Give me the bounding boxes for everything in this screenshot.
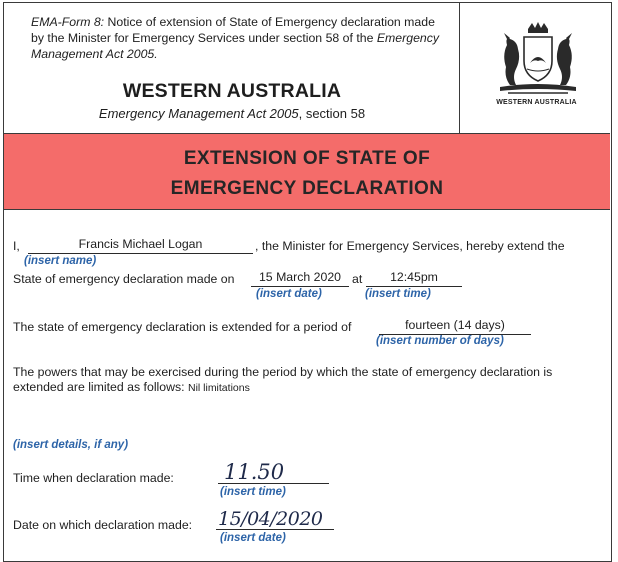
time-made-underline <box>218 483 329 484</box>
insert-days-hint: (insert number of days) <box>376 335 504 347</box>
crest-label: WESTERN AUSTRALIA <box>496 99 577 106</box>
declaration-time-field[interactable]: 12:45pm <box>366 270 462 287</box>
at-label: at <box>352 272 363 286</box>
powers-text: extended are limited as follows: <box>13 380 185 394</box>
act-reference-title: Emergency Management Act 2005 <box>98 106 299 121</box>
declaration-date-label: State of emergency declaration made on <box>13 272 235 286</box>
form-id: EMA-Form 8: <box>31 15 105 29</box>
time-made-value[interactable]: 11.50 <box>224 460 285 484</box>
date-made-value[interactable]: 15/04/2020 <box>218 508 323 530</box>
powers-text-line-2 <box>13 380 250 394</box>
minister-name-field[interactable]: Francis Michael Logan <box>28 237 253 254</box>
limitations-value[interactable]: Nil limitations <box>187 382 250 394</box>
state-title: WESTERN AUSTRALIA <box>122 80 342 102</box>
i-label: I, <box>13 239 20 253</box>
time-made-label: Time when declaration made: <box>13 471 174 485</box>
act-reference-section: , section 58 <box>298 106 366 121</box>
date-made-label: Date on which declaration made: <box>13 518 193 532</box>
emergency-extension-form <box>3 2 612 562</box>
time-made-hint: (insert time) <box>220 486 286 498</box>
insert-date-hint: (insert date) <box>256 288 322 300</box>
insert-details-hint: (insert details, if any) <box>13 439 129 451</box>
declaration-date-field[interactable]: 15 March 2020 <box>251 270 349 287</box>
form-reference <box>31 14 451 62</box>
insert-time-hint: (insert time) <box>365 288 431 300</box>
coat-of-arms-icon <box>488 21 588 99</box>
title-banner <box>4 133 610 210</box>
minister-statement: , the Minister for Emergency Services, hereby extend the <box>255 239 565 253</box>
form-description: Notice of extension of State of Emergency declaration made by the Minister for Emergency Services under section 58 of the <box>31 15 435 45</box>
act-reference <box>4 106 460 121</box>
banner-title-line-1: EXTENSION OF STATE OF <box>183 148 431 169</box>
form-header <box>4 3 460 133</box>
extension-period-label: The state of emergency declaration is extended for a period of <box>13 320 352 334</box>
crest-panel <box>460 3 613 133</box>
powers-text-line-1: The powers that may be exercised during the period by which the state of emergency declaration is <box>13 365 553 379</box>
date-made-hint: (insert date) <box>220 532 286 544</box>
form-act-title: Emergency Management Act 2005. <box>31 31 440 61</box>
banner-title-line-2: EMERGENCY DECLARATION <box>170 178 444 199</box>
extension-period-field[interactable]: fourteen (14 days) <box>379 318 531 335</box>
insert-name-hint: (insert name) <box>24 255 97 267</box>
date-made-underline <box>216 529 334 530</box>
